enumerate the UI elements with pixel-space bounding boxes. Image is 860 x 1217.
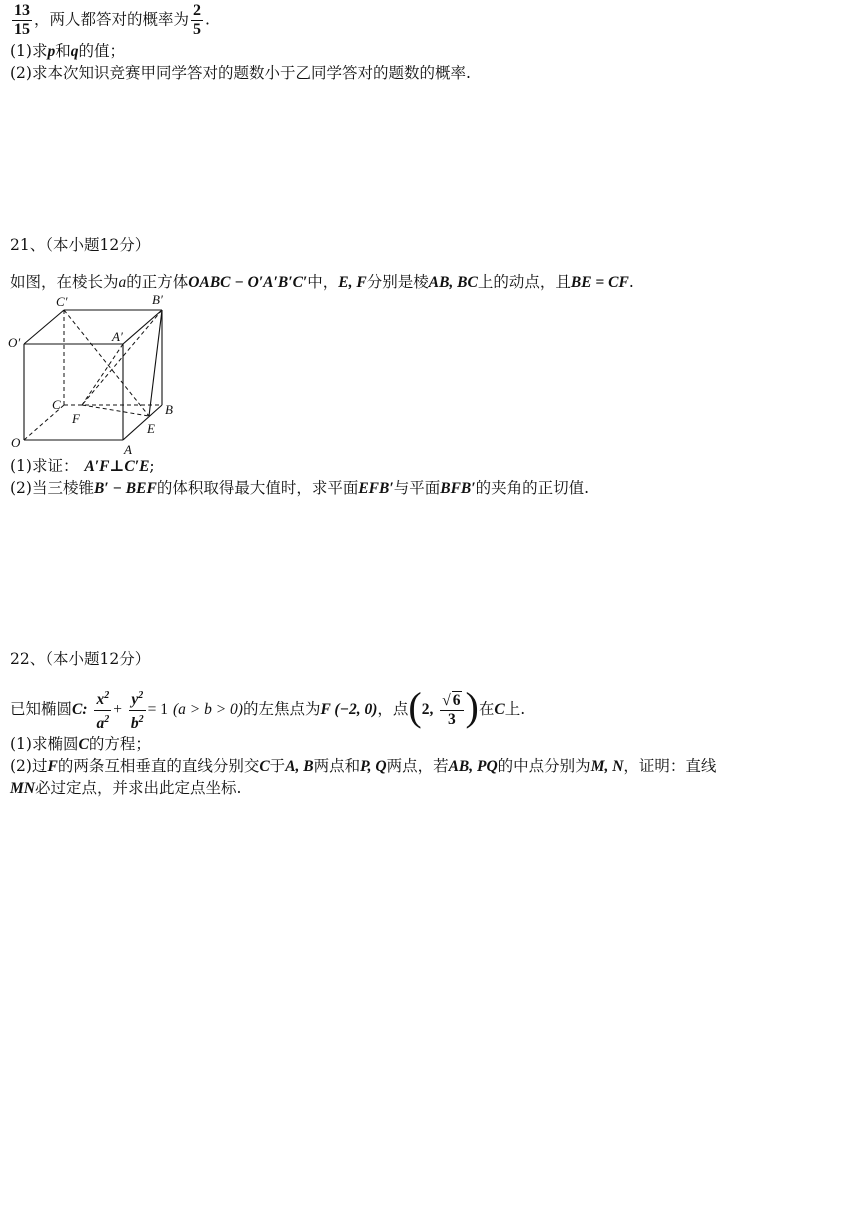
fraction-13-15 bbox=[12, 2, 32, 39]
text: 两点，若 bbox=[386, 757, 449, 775]
q22-header: 22、（本小题12分） bbox=[10, 650, 151, 668]
fraction-numerator: √ 6 bbox=[440, 691, 463, 711]
text: ，证明：直线 bbox=[623, 757, 717, 775]
fraction-numerator: 13 bbox=[14, 2, 30, 19]
text: . bbox=[205, 10, 210, 29]
right-paren: ) bbox=[465, 684, 479, 729]
math-perpendicular: A′F⊥C′E bbox=[84, 458, 150, 475]
text: 中， bbox=[307, 273, 339, 291]
text: 的两条互相垂直的直线分别交 bbox=[57, 757, 260, 775]
math-cube: OABC − O′A′B′C′ bbox=[188, 274, 308, 291]
text: 上的动点，且 bbox=[477, 273, 571, 291]
edge-a-b bbox=[123, 405, 162, 440]
text: 如图，在棱长为 bbox=[10, 273, 119, 291]
q20-part1 bbox=[10, 40, 125, 63]
text: ; bbox=[149, 457, 155, 475]
text: ，两人都答对的概率为 bbox=[34, 10, 190, 29]
q21-part2 bbox=[10, 477, 589, 500]
edge-o-prime-c-prime bbox=[24, 310, 64, 344]
math-mn: M, N bbox=[590, 758, 624, 775]
text: (2)当三棱锥 bbox=[10, 479, 94, 497]
text: 和 bbox=[55, 42, 71, 60]
label-b: B bbox=[165, 402, 173, 417]
text: 分别是棱 bbox=[366, 273, 429, 291]
math-plane-efb: EFB′ bbox=[358, 480, 394, 497]
fraction-denominator: 3 bbox=[448, 711, 456, 728]
q20-probability-line bbox=[10, 2, 210, 39]
math-p: p bbox=[47, 43, 56, 60]
fraction-denominator: 15 bbox=[14, 21, 30, 38]
segment-b-prime-f bbox=[82, 310, 162, 405]
text: 的值； bbox=[78, 42, 125, 60]
fraction-numerator: $y^2$ bbox=[129, 687, 146, 710]
math-point-x: 2, bbox=[421, 701, 434, 718]
math-c: C bbox=[259, 758, 270, 775]
math-focus: F (−2, 0) bbox=[320, 701, 378, 718]
label-a-prime: A′ bbox=[112, 329, 123, 344]
label-a: A bbox=[124, 442, 132, 457]
label-c: C bbox=[52, 397, 61, 412]
text: (1)求椭圆 bbox=[10, 735, 79, 753]
fraction-denominator: $a^2$ bbox=[96, 713, 110, 732]
text: 必过定点，并求出此定点坐标. bbox=[34, 779, 242, 797]
q21-intro bbox=[10, 271, 634, 294]
q21-part1 bbox=[10, 455, 155, 478]
math-a: a bbox=[96, 714, 105, 732]
math-pq: P, Q bbox=[360, 758, 387, 775]
math-ab-pq: AB, PQ bbox=[448, 758, 498, 775]
label-o: O bbox=[11, 435, 21, 450]
q22-part2-line1 bbox=[10, 755, 716, 778]
fraction-denominator: $b^2$ bbox=[130, 713, 144, 732]
left-paren: ( bbox=[408, 684, 422, 729]
text: (2)过 bbox=[10, 757, 48, 775]
segment-b-prime-e bbox=[149, 310, 162, 416]
label-e: E bbox=[147, 421, 155, 436]
text: 的中点分别为 bbox=[497, 757, 591, 775]
text: 与平面 bbox=[393, 479, 441, 497]
segment-c-prime-e bbox=[64, 310, 149, 416]
fraction-2-5 bbox=[191, 2, 203, 39]
text: 的方程； bbox=[88, 735, 151, 753]
segment-f-e bbox=[82, 405, 149, 416]
text: 两点和 bbox=[313, 757, 361, 775]
segment-a-prime-f bbox=[82, 344, 123, 405]
label-c-prime: C′ bbox=[56, 294, 68, 309]
math-q: q bbox=[70, 43, 79, 60]
text: 的体积取得最大值时，求平面 bbox=[156, 479, 359, 497]
text: 在 bbox=[478, 700, 495, 718]
math-condition: (a > b > 0) bbox=[172, 701, 243, 718]
plus-sign: + bbox=[113, 701, 122, 718]
q22-part2-line2 bbox=[10, 777, 241, 800]
label-b-prime: B′ bbox=[152, 292, 163, 307]
q22-part1 bbox=[10, 733, 151, 756]
fraction-denominator: 5 bbox=[193, 21, 202, 38]
math-edges: AB, BC bbox=[428, 274, 478, 291]
label-o-prime: O′ bbox=[8, 335, 21, 350]
math-mn: MN bbox=[10, 780, 35, 797]
text: 的左焦点为 bbox=[242, 700, 321, 718]
text: 已知椭圆 bbox=[10, 700, 73, 718]
math-plane-bfb: BFB′ bbox=[440, 480, 476, 497]
fraction-y2-b2 bbox=[129, 687, 146, 732]
math-ab: A, B bbox=[285, 758, 314, 775]
math-y: y bbox=[131, 691, 139, 709]
fraction-sqrt6-3 bbox=[440, 691, 463, 729]
text: (1)求 bbox=[10, 42, 48, 60]
text: 上. bbox=[504, 700, 526, 718]
fraction-x2-a2 bbox=[94, 687, 111, 732]
math-equals-one: = 1 bbox=[147, 701, 169, 718]
text: . bbox=[628, 273, 634, 291]
edge-a-prime-b-prime bbox=[123, 310, 162, 344]
q21-header: 21、（本小题12分） bbox=[10, 236, 151, 254]
text: 的夹角的正切值. bbox=[475, 479, 590, 497]
text: 的正方体 bbox=[126, 273, 189, 291]
q22-intro bbox=[10, 685, 525, 734]
math-b: b bbox=[130, 714, 139, 732]
math-tetrahedron: B′ − BEF bbox=[93, 480, 157, 497]
math-x: x bbox=[96, 691, 105, 709]
math-f: F bbox=[47, 758, 58, 775]
cube-figure bbox=[6, 292, 186, 457]
math-c: C bbox=[494, 701, 505, 718]
math-equation: BE = CF bbox=[570, 274, 629, 291]
sqrt-radicand: 6 bbox=[452, 692, 461, 709]
math-c: C: bbox=[72, 701, 88, 718]
text: ，点 bbox=[377, 700, 409, 718]
math-ef: E, F bbox=[338, 274, 367, 291]
label-f: F bbox=[72, 411, 80, 426]
q20-part2: (2)求本次知识竞赛甲同学答对的题数小于乙同学答对的题数的概率. bbox=[10, 64, 471, 82]
fraction-numerator: 2 bbox=[193, 2, 202, 19]
text: 于 bbox=[269, 757, 286, 775]
math-c: C bbox=[78, 736, 89, 753]
fraction-numerator: $x^2$ bbox=[94, 687, 111, 710]
text: (1)求证： bbox=[10, 457, 79, 475]
math-a: a bbox=[118, 274, 127, 291]
